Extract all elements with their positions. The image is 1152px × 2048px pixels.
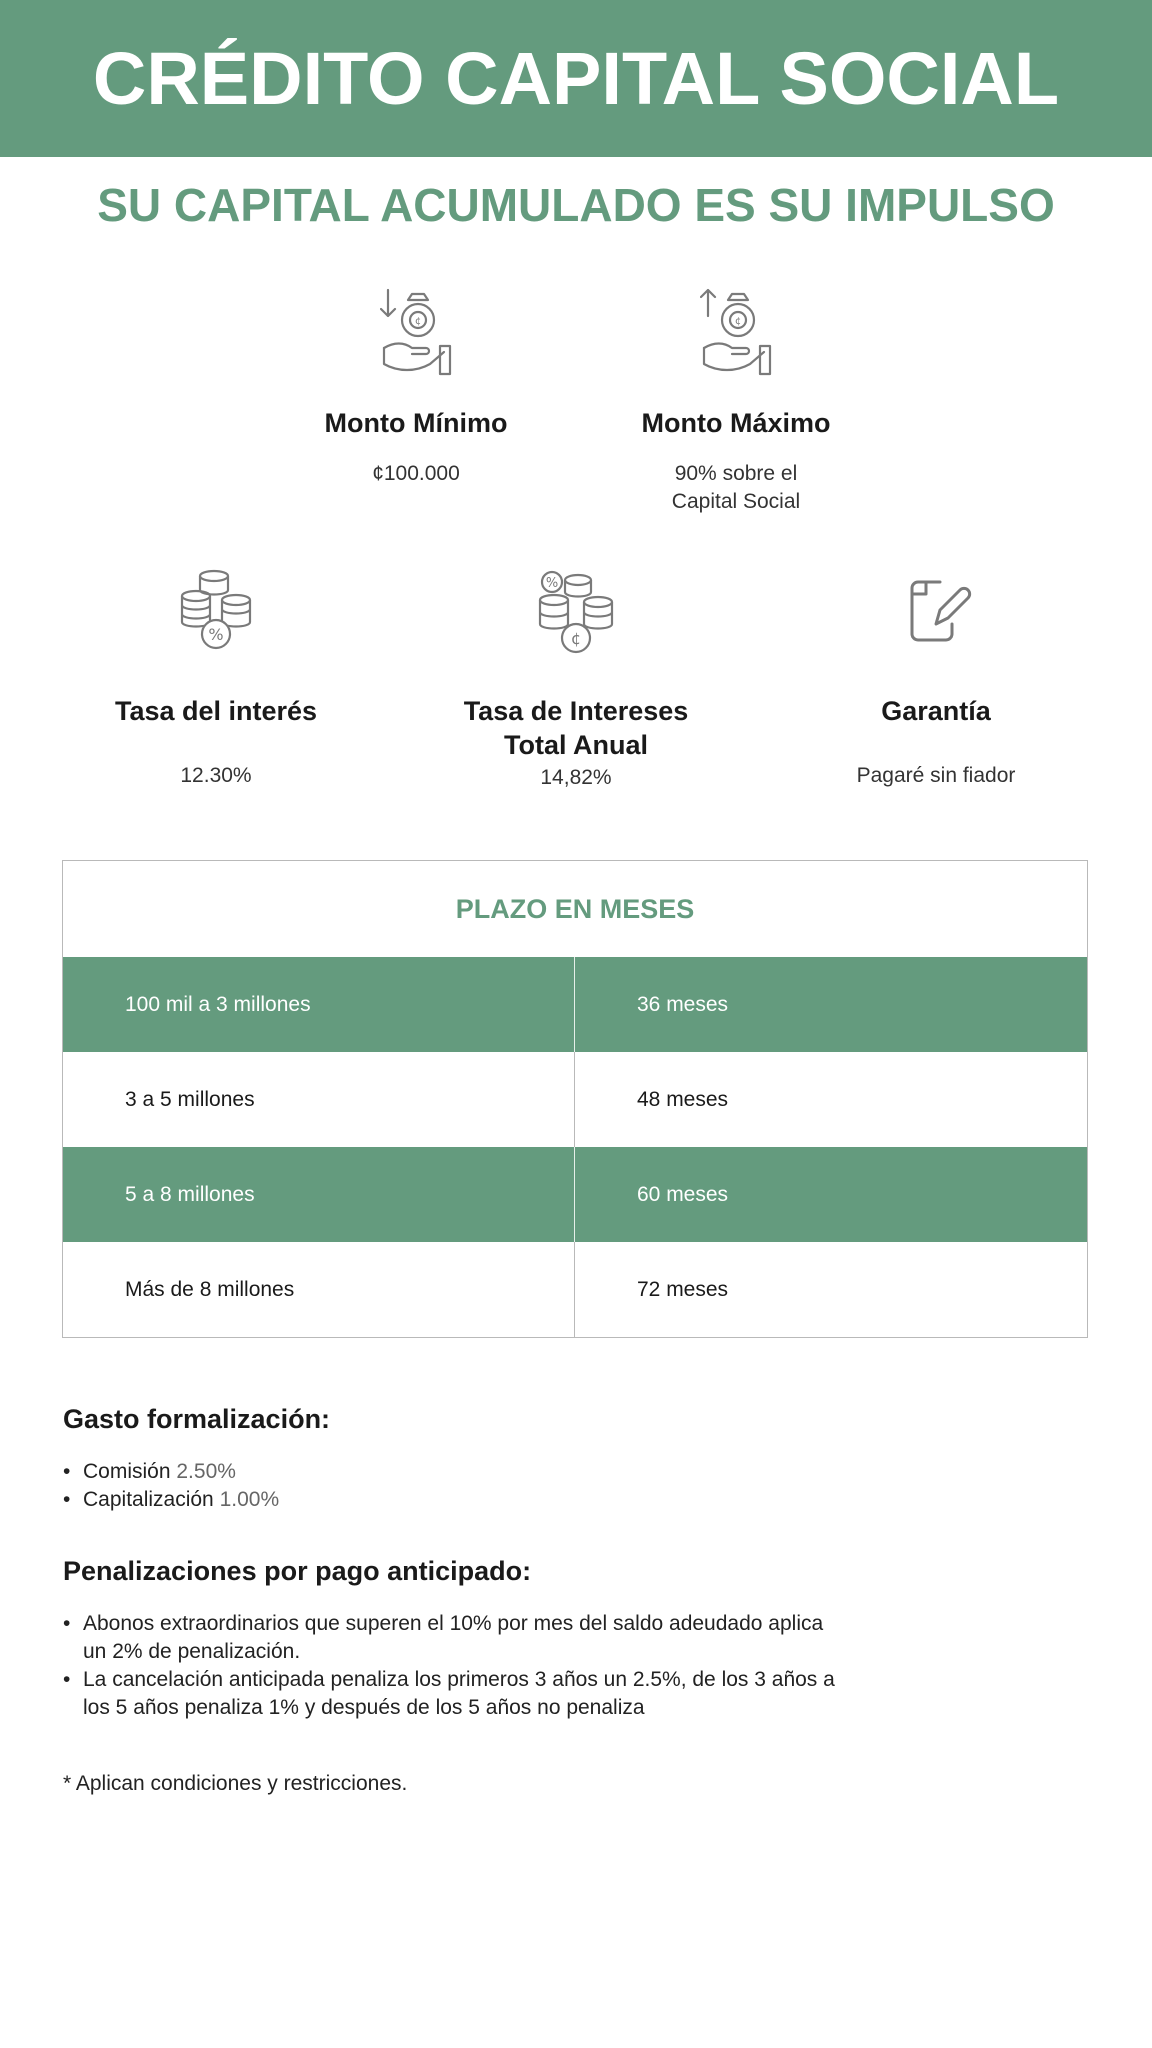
feature-tasa-interes <box>86 568 346 790</box>
conditions-note: * Aplican condiciones y restricciones. <box>63 1772 408 1795</box>
money-bag-up-hand-icon <box>700 282 772 386</box>
page-subtitle: SU CAPITAL ACUMULADO ES SU IMPULSO <box>97 179 1055 231</box>
list-item <box>63 1666 963 1722</box>
coins-percent-icon <box>180 568 252 658</box>
item-value: 2.50% <box>176 1460 236 1483</box>
item-line1: Abonos extraordinarios que superen el 10% por mes del saldo adeudado aplica <box>83 1612 824 1635</box>
page-title: CRÉDITO CAPITAL SOCIAL <box>92 37 1060 120</box>
header-banner <box>0 0 1152 157</box>
term-cell: 36 meses <box>637 992 729 1016</box>
list-item <box>63 1610 963 1666</box>
document-edit-icon <box>900 568 972 658</box>
item-line1: La cancelación anticipada penaliza los primeros 3 años un 2.5%, de los 3 años a <box>83 1668 835 1691</box>
term-table <box>62 860 1088 1338</box>
svg-text:%: % <box>545 576 559 591</box>
table-row <box>63 1242 1087 1337</box>
amount-cell: 5 a 8 millones <box>63 1147 575 1242</box>
feature-value-line2: Capital Social <box>671 490 801 513</box>
feature-tasa-total-anual <box>436 568 716 792</box>
table-row <box>63 1052 1087 1147</box>
amount-cell: 100 mil a 3 millones <box>63 957 575 1052</box>
item-line2: un 2% de penalización. <box>83 1640 301 1663</box>
feature-value: ¢100.000 <box>372 462 460 485</box>
amount-cell: 3 a 5 millones <box>63 1052 575 1147</box>
term-cell: 48 meses <box>637 1087 729 1111</box>
feature-garantia <box>806 568 1066 790</box>
formalization-title: Gasto formalización: <box>63 1404 331 1434</box>
list-item <box>63 1486 279 1514</box>
term-cell: 60 meses <box>637 1182 729 1206</box>
svg-text:¢: ¢ <box>570 629 582 648</box>
feature-value-line1: 90% sobre el <box>674 462 798 485</box>
svg-text:¢: ¢ <box>734 316 742 327</box>
item-line2: los 5 años penaliza 1% y después de los 5 años no penaliza <box>83 1696 645 1719</box>
item-label: Comisión <box>83 1460 171 1483</box>
svg-text:¢: ¢ <box>414 316 422 327</box>
feature-title: Monto Máximo <box>641 408 831 438</box>
feature-monto-minimo <box>296 282 536 488</box>
money-bag-down-hand-icon <box>380 282 452 386</box>
term-cell: 72 meses <box>637 1277 729 1301</box>
formalization-list <box>63 1458 279 1514</box>
svg-text:%: % <box>208 625 224 644</box>
feature-title: Tasa del interés <box>114 696 318 726</box>
feature-value: 12.30% <box>180 764 252 787</box>
term-table-title: PLAZO EN MESES <box>455 893 695 924</box>
feature-title-line2: Total Anual <box>504 730 648 760</box>
amount-cell: Más de 8 millones <box>63 1242 575 1337</box>
item-label: Capitalización <box>83 1488 214 1511</box>
coins-percent-colon-icon <box>538 568 614 658</box>
item-value: 1.00% <box>219 1488 280 1511</box>
feature-value: Pagaré sin fiador <box>856 764 1016 787</box>
feature-title: Garantía <box>881 696 991 726</box>
penalties-title: Penalizaciones por pago anticipado: <box>63 1556 532 1586</box>
feature-monto-maximo <box>616 282 856 516</box>
feature-value: 14,82% <box>540 766 612 789</box>
feature-title-line1: Tasa de Intereses <box>463 696 689 726</box>
table-row <box>63 957 1087 1052</box>
feature-title: Monto Mínimo <box>324 408 508 438</box>
penalties-list <box>63 1610 963 1722</box>
table-row <box>63 1147 1087 1242</box>
list-item <box>63 1458 279 1486</box>
